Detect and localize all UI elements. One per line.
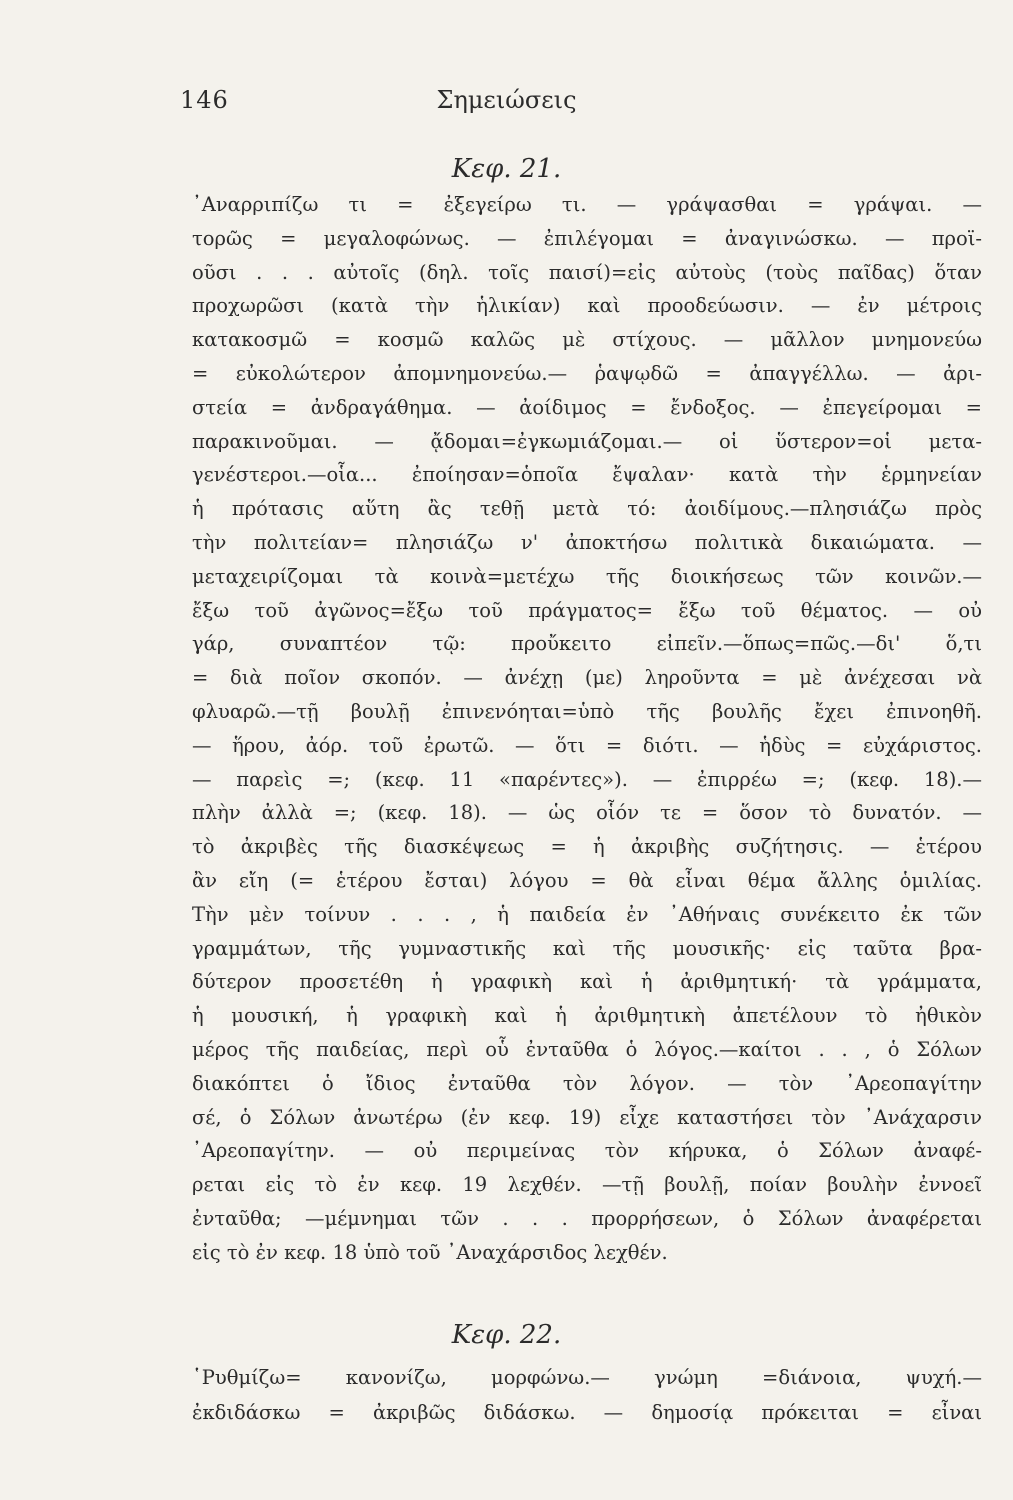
page-number: 146 [180, 86, 229, 114]
text-line: τὸ ἀκριβὲς τῆς διασκέψεως = ἡ ἀκριβὴς συζήτησις. — ἑτέρου [192, 835, 982, 859]
text-line: ᾿Αρεοπαγίτην. — οὐ περιμείνας τὸν κήρυκα, ὁ Σόλων ἀναφέ- [192, 1139, 982, 1163]
text-line: γάρ, συναπτέον τῷ: προὔκειτο εἰπεῖν.—ὅπως=πῶς.—δι' ὅ,τι [192, 632, 982, 656]
text-line: σέ, ὁ Σόλων ἀνωτέρω (ἐν κεφ. 19) εἶχε καταστήσει τὸν ᾿Ανάχαρσιν [192, 1105, 982, 1129]
text-line: πλὴν ἀλλὰ =; (κεφ. 18). — ὡς οἷόν τε = ὅσον τὸ δυνατόν. — [192, 801, 982, 825]
text-line: Τὴν μὲν τοίνυν . . . , ἡ παιδεία ἐν ᾿Αθήναις συνέκειτο ἐκ τῶν [192, 902, 982, 926]
text-line: ἔξω τοῦ ἀγῶνος=ἔξω τοῦ πράγματος= ἔξω τοῦ θέματος. — οὐ [192, 598, 982, 622]
text-line: γραμμάτων, τῆς γυμναστικῆς καὶ τῆς μουσικῆς· εἰς ταῦτα βρα- [192, 936, 982, 960]
text-line: στεία = ἀνδραγάθημα. — ἀοίδιμος = ἔνδοξος. — ἐπεγείρομαι = [192, 395, 982, 419]
section-heading-chapter-21: Κεφ. 21. [451, 154, 562, 184]
text-line: ἐνταῦθα; —μέμνημαι τῶν . . . προρρήσεων, ὁ Σόλων ἀναφέρεται [192, 1206, 982, 1230]
text-line: ᾿Αναρριπίζω τι = ἐξεγείρω τι. — γράψασθαι = γράψαι. — [192, 193, 982, 216]
text-line: δύτερον προσετέθη ἡ γραφικὴ καὶ ἡ ἀριθμητική· τὰ γράμματα, [192, 970, 982, 994]
text-line: μεταχειρίζομαι τὰ κοινὰ=μετέχω τῆς διοικήσεως τῶν κοινῶν.— [192, 564, 982, 588]
notes-text-chapter-21 [192, 188, 982, 1270]
text-line: τὴν πολιτείαν= πλησιάζω ν' ἀποκτήσω πολιτικὰ δικαιώματα. — [192, 530, 982, 554]
text-line: ῾Ρυθμίζω= κανονίζω, μορφώνω.— γνώμη =διάνοια, ψυχή.— [192, 1366, 982, 1389]
text-line: = διὰ ποῖον σκοπόν. — ἀνέχῃ (με) ληροῦντα = μὲ ἀνέχεσαι νὰ [192, 666, 982, 690]
text-line: προχωρῶσι (κατὰ τὴν ἡλικίαν) καὶ προοδεύωσιν. — ἐν μέτροις [192, 294, 982, 318]
text-line: τορῶς = μεγαλοφώνως. — ἐπιλέγομαι = ἀναγινώσκω. — προϊ- [192, 226, 982, 250]
text-line: ἡ μουσική, ἡ γραφικὴ καὶ ἡ ἀριθμητικὴ ἀπετέλουν τὸ ἠθικὸν [192, 1004, 982, 1028]
text-line: ρεται εἰς τὸ ἐν κεφ. 19 λεχθέν. —τῇ βουλῇ, ποίαν βουλὴν ἐννοεῖ [192, 1173, 982, 1197]
text-line: ἡ πρότασις αὕτη ἂς τεθῇ μετὰ τό: ἀοιδίμους.—πλησιάζω πρὸς [192, 497, 982, 521]
text-line: — παρεὶς =; (κεφ. 11 «παρέντες»). — ἐπιρρέω =; (κεφ. 18).— [192, 767, 982, 791]
text-line: διακόπτει ὁ ἴδιος ἐνταῦθα τὸν λόγον. — τὸν ᾿Αρεοπαγίτην [192, 1071, 982, 1095]
text-line: κατακοσμῶ = κοσμῶ καλῶς μὲ στίχους. — μᾶλλον μνημονεύω [192, 328, 982, 352]
text-line: ἐκδιδάσκω = ἀκριβῶς διδάσκω. — δημοσίᾳ πρόκειται = εἶναι [192, 1401, 982, 1424]
text-line: φλυαρῶ.—τῇ βουλῇ ἐπινενόηται=ὑπὸ τῆς βουλῆς ἔχει ἐπινοηθῆ. [192, 699, 982, 723]
text-line: = εὐκολώτερον ἀπομνημονεύω.— ῥαψῳδῶ = ἀπαγγέλλω. — ἀρι- [192, 361, 982, 385]
text-line: παρακινοῦμαι. — ᾄδομαι=ἐγκωμιάζομαι.— οἱ ὕστερον=οἱ μετα- [192, 429, 982, 453]
running-title: Σημειώσεις [436, 86, 577, 114]
text-line: — ἥρου, ἀόρ. τοῦ ἐρωτῶ. — ὅτι = διότι. — ἡδὺς = εὐχάριστος. [192, 733, 982, 757]
text-line: γενέστεροι.—οἷα... ἐποίησαν=ὁποῖα ἔψαλαν· κατὰ τὴν ἑρμηνείαν [192, 463, 982, 487]
text-line: οῦσι . . . αὐτοῖς (δηλ. τοῖς παισί)=εἰς αὐτοὺς (τοὺς παῖδας) ὅταν [192, 260, 982, 284]
text-line: μέρος τῆς παιδείας, περὶ οὗ ἐνταῦθα ὁ λόγος.—καίτοι . . , ὁ Σόλων [192, 1037, 982, 1061]
text-line: ἂν εἴη (= ἑτέρου ἔσται) λόγου = θὰ εἶναι θέμα ἄλλης ὁμιλίας. [192, 868, 982, 892]
notes-text-chapter-22 [192, 1360, 982, 1430]
text-line: εἰς τὸ ἐν κεφ. 18 ὑπὸ τοῦ ᾿Αναχάρσιδος λεχθέν. [192, 1240, 668, 1264]
section-heading-chapter-22: Κεφ. 22. [451, 1320, 562, 1350]
